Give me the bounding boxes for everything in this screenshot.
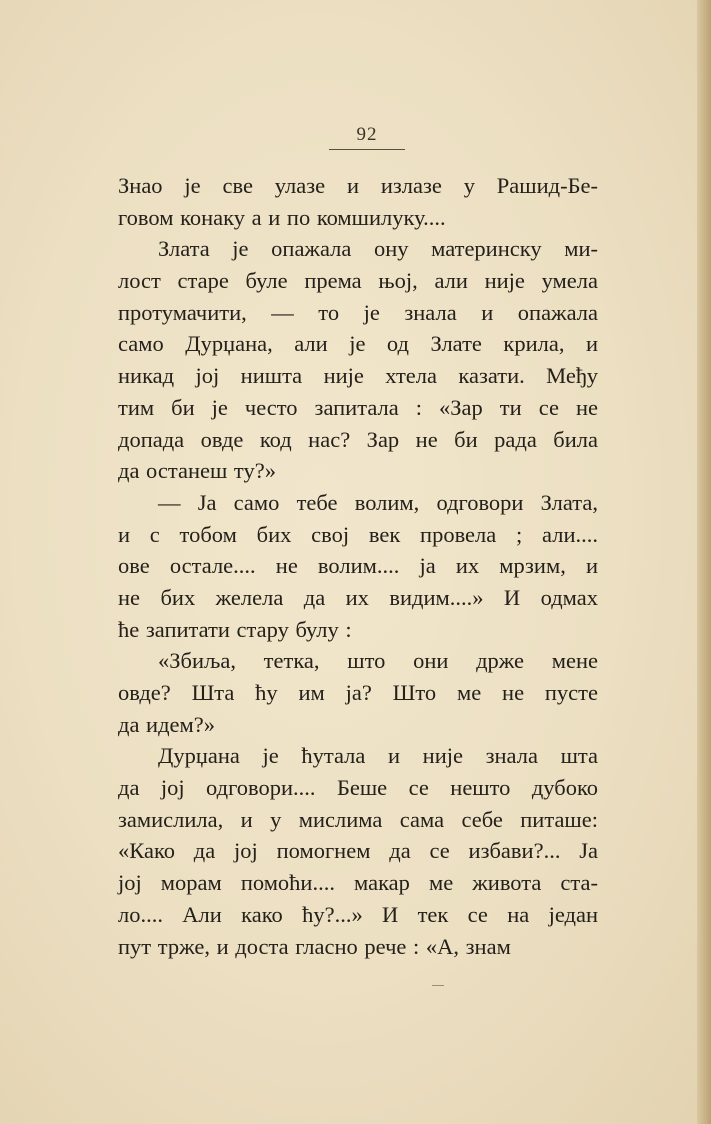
text-line: ове остале.... не волим.... ја их мрзим, и (118, 553, 598, 579)
text-line: «Како да јој помогнем да се избави?... Ја (118, 838, 598, 864)
text-line: никад јој ништа није хтела казати. Међу (118, 363, 598, 389)
text-line: да идем?» (118, 711, 216, 737)
text-line: не бих желела да их видим....» И одмах (118, 584, 598, 610)
text-line: Знао је све улазе и излазе у Рашид-Бе- (118, 173, 598, 198)
body-text (118, 170, 598, 962)
text-line: овде? Шта ћу им ја? Што ме не пусте (118, 680, 598, 705)
text-line: само Дурџана, али је од Злате крила, и (118, 331, 598, 357)
text-line: Дурџана је ћутала и није знала шта (158, 743, 598, 769)
text-line: ло.... Али како ћу?...» И тек се на један (118, 901, 598, 927)
text-line: ће запитати стару булу : (118, 616, 352, 642)
text-line: и с тобом бих свој век провела ; али.... (118, 521, 598, 547)
text-line: — Ја само тебе волим, одговори Злата, (158, 489, 598, 515)
page-number: 92 (356, 124, 378, 145)
text-line: замислила, и у мислима сама себе питаше: (118, 806, 598, 832)
text-line: јој морам помоћи.... макар ме живота ста- (118, 870, 598, 896)
print-mark (432, 985, 444, 986)
page-edge (697, 0, 711, 1124)
text-line: говом конаку а и по комшилуку.... (118, 204, 446, 230)
text-line: допада овде код нас? Зар не би рада била (118, 426, 598, 452)
text-line: лост старе буле према њој, али није умела (118, 268, 598, 294)
text-line: тим би је често запитала : «Зар ти се не (118, 394, 598, 420)
text-line: да останеш ту?» (118, 458, 276, 484)
text-line: да јој одговори.... Беше се нешто дубоко (118, 775, 598, 801)
text-line: протумачити, — то је знала и опажала (118, 299, 598, 325)
text-line: пут трже, и доста гласно рече : «А, знам (118, 933, 511, 959)
text-line: Злата је опажала ону материнску ми- (158, 236, 598, 262)
page-number-rule (329, 149, 405, 150)
text-line: «Збиља, тетка, што они држе мене (158, 648, 598, 674)
